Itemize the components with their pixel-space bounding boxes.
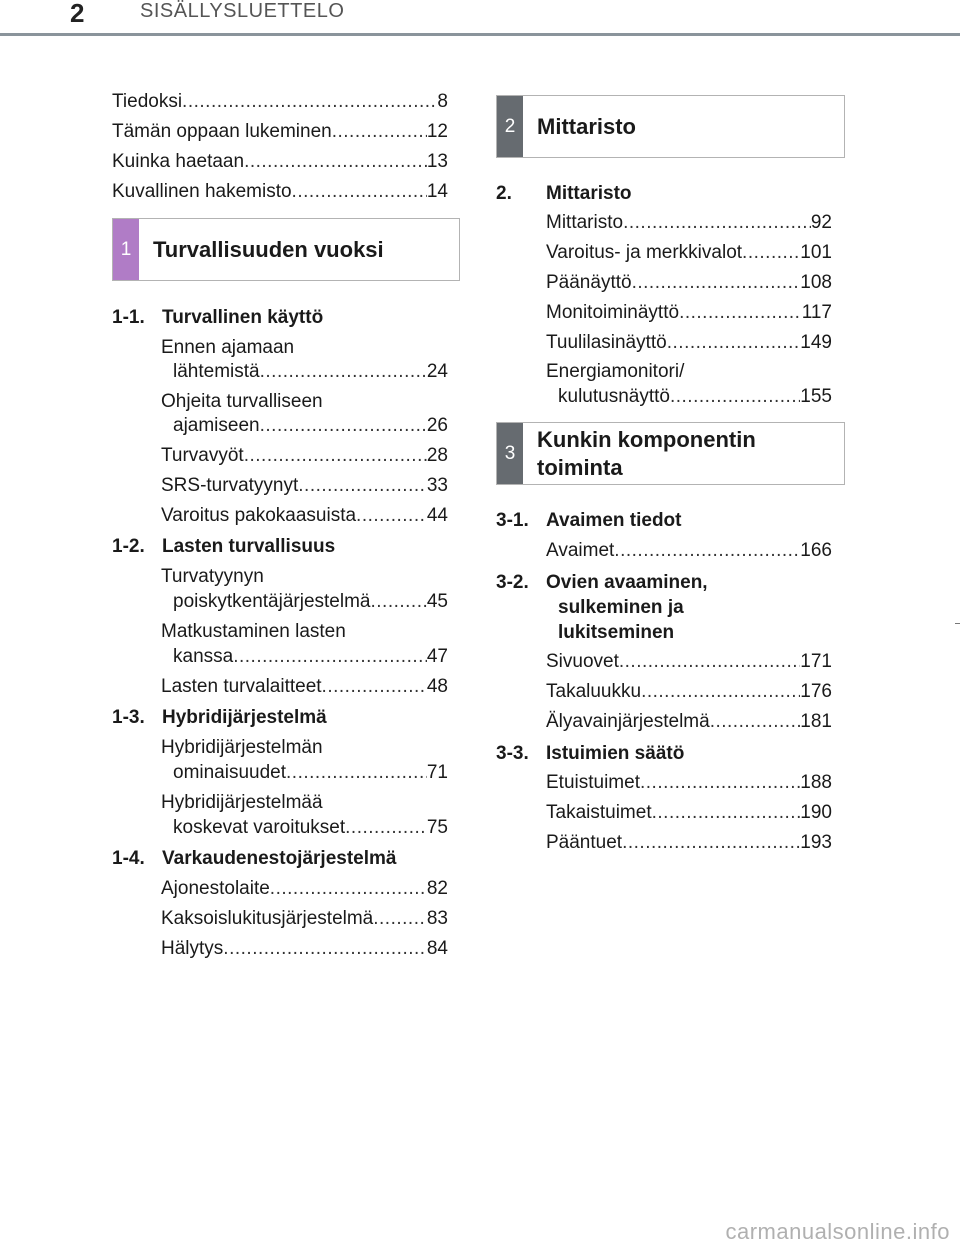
section-heading-3-2-line3: lukitseminen: [558, 622, 675, 643]
toc-entry-hybridi-varoitukset[interactable]: koskevat varoitukset ..... 75: [173, 816, 448, 842]
toc-entry-ohjeita-turvalliseen[interactable]: ajamiseen ..... 26: [173, 414, 448, 440]
edge-mark: [955, 623, 960, 624]
section-heading-3-1[interactable]: 3-1. Avaimen tiedot: [496, 510, 682, 531]
page-number: 2: [70, 0, 85, 28]
toc-entry-turvavyot[interactable]: Turvavyöt ..... 28: [161, 444, 448, 470]
section-title: SISÄLLYSLUETTELO: [140, 0, 345, 22]
toc-entry-tiedoksi[interactable]: Tiedoksi ..... 8: [112, 90, 448, 116]
section-heading-3-2[interactable]: 3-2. Ovien avaaminen,: [496, 572, 708, 593]
toc-entry-line: Turvatyynyn: [161, 566, 264, 587]
toc-entry-tuulilasinaytto[interactable]: Tuulilasinäyttö ..... 149: [546, 331, 832, 357]
chapter-tab-number: 2: [497, 96, 523, 157]
section-heading-1-3[interactable]: 1-3. Hybridijärjestelmä: [112, 707, 327, 728]
toc-entry-line: Ohjeita turvalliseen: [161, 391, 323, 412]
toc-entry-matkustaminen-lasten[interactable]: kanssa ..... 47: [173, 645, 448, 671]
section-heading-3-2-line2: sulkeminen ja: [558, 597, 684, 618]
toc-entry-hybridi-ominaisuudet[interactable]: ominaisuudet ..... 71: [173, 761, 448, 787]
toc-entry-mittaristo[interactable]: Mittaristo ..... 92: [546, 211, 832, 237]
toc-entry-kaksoislukitus[interactable]: Kaksoislukitusjärjestelmä ..... 83: [161, 907, 448, 933]
chapter-tab-3[interactable]: [496, 422, 845, 485]
toc-entry-avaimet[interactable]: Avaimet ..... 166: [546, 539, 832, 565]
toc-entry-srs-turvatyynyt[interactable]: SRS-turvatyynyt ..... 33: [161, 474, 448, 500]
section-heading-2[interactable]: 2. Mittaristo: [496, 183, 632, 204]
chapter-tab-1[interactable]: [112, 218, 460, 281]
page-header: [0, 0, 960, 36]
toc-entry-oppaan-lukeminen[interactable]: Tämän oppaan lukeminen ..... 12: [112, 120, 448, 146]
toc-entry-paanaytto[interactable]: Päänäyttö ..... 108: [546, 271, 832, 297]
toc-entry-ajonestolaite[interactable]: Ajonestolaite ..... 82: [161, 877, 448, 903]
toc-entry-takaluukku[interactable]: Takaluukku ..... 176: [546, 680, 832, 706]
toc-entry-etuistuimet[interactable]: Etuistuimet ..... 188: [546, 771, 832, 797]
section-heading-3-3[interactable]: 3-3. Istuimien säätö: [496, 743, 685, 764]
toc-entry-ennen-ajamaan[interactable]: lähtemistä ..... 24: [173, 360, 448, 386]
toc-entry-line: Energiamonitori/: [546, 361, 685, 382]
toc-entry-kuinka-haetaan[interactable]: Kuinka haetaan ..... 13: [112, 150, 448, 176]
toc-entry-varoitusvalot[interactable]: Varoitus- ja merkkivalot ..... 101: [546, 241, 832, 267]
chapter-tab-title: Mittaristo: [537, 113, 636, 139]
chapter-tab-number: 1: [113, 219, 139, 280]
chapter-tab-number: 3: [497, 423, 523, 484]
section-heading-1-2[interactable]: 1-2. Lasten turvallisuus: [112, 536, 336, 557]
toc-entry-line: Hybridijärjestelmän: [161, 737, 323, 758]
toc-entry-turvatyynyn-poiskytkenta[interactable]: poiskytkentäjärjestelmä ..... 45: [173, 590, 448, 616]
chapter-tab-title: Kunkin komponentin toiminta: [537, 426, 756, 480]
toc-entry-paantuet[interactable]: Pääntuet ..... 193: [546, 831, 832, 857]
toc-entry-energiamonitori[interactable]: kulutusnäyttö ..... 155: [558, 385, 832, 411]
watermark: carmanualsonline.info: [725, 1219, 950, 1244]
toc-entry-kuvallinen-hakemisto[interactable]: Kuvallinen hakemisto ..... 14: [112, 180, 448, 206]
section-heading-1-1[interactable]: 1-1. Turvallinen käyttö: [112, 307, 324, 328]
toc-entry-lasten-turvalaitteet[interactable]: Lasten turvalaitteet ..... 48: [161, 675, 448, 701]
toc-entry-halytys[interactable]: Hälytys ..... 84: [161, 937, 448, 963]
toc-entry-varoitus-pakokaasuista[interactable]: Varoitus pakokaasuista ..... 44: [161, 504, 448, 530]
chapter-tab-2[interactable]: [496, 95, 845, 158]
toc-entry-alyavainjarjestelma[interactable]: Älyavainjärjestelmä ..... 181: [546, 710, 832, 736]
toc-entry-sivuovet[interactable]: Sivuovet ..... 171: [546, 650, 832, 676]
toc-entry-line: Ennen ajamaan: [161, 337, 295, 358]
chapter-tab-title: Turvallisuuden vuoksi: [153, 236, 384, 262]
toc-entry-line: Hybridijärjestelmää: [161, 792, 323, 813]
section-heading-1-4[interactable]: 1-4. Varkaudenestojärjestelmä: [112, 848, 397, 869]
toc-entry-line: Matkustaminen lasten: [161, 621, 346, 642]
toc-entry-takaistuimet[interactable]: Takaistuimet ..... 190: [546, 801, 832, 827]
toc-entry-monitoiminaytto[interactable]: Monitoiminäyttö ..... 117: [546, 301, 832, 327]
